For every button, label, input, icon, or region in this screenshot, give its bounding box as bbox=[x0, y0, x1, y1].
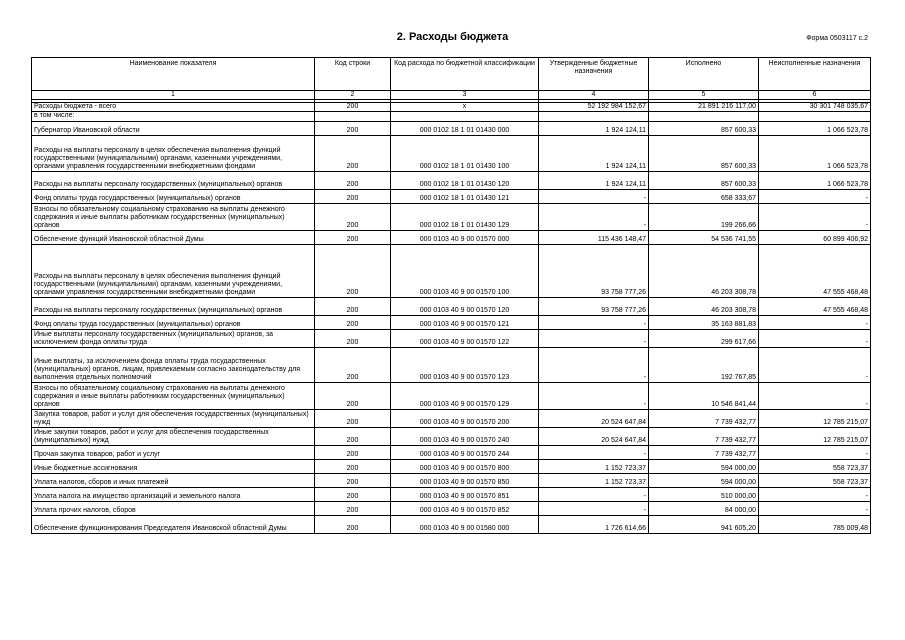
table-row bbox=[32, 298, 871, 316]
cell-unexecuted: 12 785 215,07 bbox=[759, 410, 871, 428]
cell-executed: 84 000,00 bbox=[649, 502, 759, 516]
cell-code: 000 0102 18 1 01 01430 100 bbox=[391, 136, 539, 172]
cell-unexecuted: 785 009,48 bbox=[759, 516, 871, 534]
cell-code: 000 0103 40 9 00 01570 121 bbox=[391, 316, 539, 330]
cell-code: 000 0103 40 9 00 01580 000 bbox=[391, 516, 539, 534]
cell-approved: - bbox=[539, 348, 649, 383]
header-cell: Утвержденные бюджетные назначения bbox=[539, 58, 649, 91]
cell-line: 200 bbox=[315, 516, 391, 534]
cell-line: 200 bbox=[315, 428, 391, 446]
cell-name: Прочая закупка товаров, работ и услуг bbox=[32, 446, 315, 460]
cell-approved: 1 924 124,11 bbox=[539, 122, 649, 136]
cell-code: 000 0103 40 9 00 01570 122 bbox=[391, 330, 539, 348]
total-executed: 21 891 216 117,00 bbox=[649, 103, 759, 112]
header-number: 2 bbox=[315, 91, 391, 100]
cell-name: Фонд оплаты труда государственных (муниципальных) органов bbox=[32, 316, 315, 330]
subtitle-row bbox=[32, 112, 871, 122]
cell-approved: 1 924 124,11 bbox=[539, 172, 649, 190]
cell-code: 000 0103 40 9 00 01570 850 bbox=[391, 474, 539, 488]
table-row bbox=[32, 446, 871, 460]
cell-line: 200 bbox=[315, 231, 391, 245]
table-row bbox=[32, 330, 871, 348]
cell-line: 200 bbox=[315, 488, 391, 502]
cell-name: Закупка товаров, работ и услуг для обеспечения государственных (муниципальных) нужд bbox=[32, 410, 315, 428]
table-row bbox=[32, 488, 871, 502]
cell-approved: 1 924 124,11 bbox=[539, 136, 649, 172]
cell-approved: - bbox=[539, 383, 649, 410]
cell-code: 000 0102 18 1 01 01430 000 bbox=[391, 122, 539, 136]
cell-executed: 299 617,66 bbox=[649, 330, 759, 348]
cell-executed: 594 000,00 bbox=[649, 460, 759, 474]
cell-code: 000 0102 18 1 01 01430 121 bbox=[391, 190, 539, 204]
table-row bbox=[32, 474, 871, 488]
expenses-table bbox=[31, 57, 871, 534]
table-row bbox=[32, 245, 871, 298]
header-row bbox=[32, 58, 871, 91]
cell-executed: 46 203 308,78 bbox=[649, 245, 759, 298]
cell-name: Расходы на выплаты персоналу в целях обеспечения выполнения функций государственными (муниципальными) органами, казенными учреждениями, органами управления государственными внебюджетными фондами bbox=[32, 245, 315, 298]
cell-executed: 199 266,66 bbox=[649, 204, 759, 231]
header-cell: Код строки bbox=[315, 58, 391, 91]
table-row bbox=[32, 516, 871, 534]
form-label: Форма 0503117 с.2 bbox=[806, 35, 868, 42]
table-row bbox=[32, 348, 871, 383]
table-row bbox=[32, 383, 871, 410]
cell-name: Обеспечение функций Ивановской областной Думы bbox=[32, 231, 315, 245]
cell-executed: 7 739 432,77 bbox=[649, 410, 759, 428]
cell-name: Губернатор Ивановской области bbox=[32, 122, 315, 136]
cell-approved: - bbox=[539, 190, 649, 204]
cell-unexecuted: - bbox=[759, 446, 871, 460]
header-numbers-row bbox=[32, 91, 871, 100]
cell-code: 000 0103 40 9 00 01570 120 bbox=[391, 298, 539, 316]
table-row bbox=[32, 502, 871, 516]
cell-approved: - bbox=[539, 316, 649, 330]
cell-approved: 93 758 777,26 bbox=[539, 245, 649, 298]
header-number: 6 bbox=[759, 91, 871, 100]
cell-unexecuted: 47 555 468,48 bbox=[759, 298, 871, 316]
cell-code: 000 0103 40 9 00 01570 240 bbox=[391, 428, 539, 446]
cell-approved: - bbox=[539, 204, 649, 231]
table-row bbox=[32, 231, 871, 245]
cell-executed: 857 600,33 bbox=[649, 136, 759, 172]
cell-unexecuted: - bbox=[759, 488, 871, 502]
total-line: 200 bbox=[315, 103, 391, 112]
cell-name: Уплата прочих налогов, сборов bbox=[32, 502, 315, 516]
cell-unexecuted: 12 785 215,07 bbox=[759, 428, 871, 446]
cell-unexecuted: 1 066 523,78 bbox=[759, 172, 871, 190]
cell-line: 200 bbox=[315, 122, 391, 136]
cell-code: 000 0102 18 1 01 01430 129 bbox=[391, 204, 539, 231]
cell-code: 000 0102 18 1 01 01430 120 bbox=[391, 172, 539, 190]
table-row bbox=[32, 204, 871, 231]
cell-name: Иные закупки товаров, работ и услуг для обеспечения государственных (муниципальных) нужд bbox=[32, 428, 315, 446]
cell-unexecuted: - bbox=[759, 330, 871, 348]
table-row bbox=[32, 122, 871, 136]
cell-line: 200 bbox=[315, 172, 391, 190]
cell-unexecuted: - bbox=[759, 502, 871, 516]
header-cell: Исполнено bbox=[649, 58, 759, 91]
cell-unexecuted: - bbox=[759, 316, 871, 330]
header-number: 3 bbox=[391, 91, 539, 100]
cell-executed: 46 203 308,78 bbox=[649, 298, 759, 316]
cell-line: 200 bbox=[315, 348, 391, 383]
table-row bbox=[32, 136, 871, 172]
cell-unexecuted: - bbox=[759, 383, 871, 410]
cell-approved: - bbox=[539, 502, 649, 516]
table-row bbox=[32, 460, 871, 474]
total-name: Расходы бюджета - всего bbox=[32, 103, 315, 112]
cell-code: 000 0103 40 9 00 01570 129 bbox=[391, 383, 539, 410]
cell-unexecuted: - bbox=[759, 204, 871, 231]
cell-approved: - bbox=[539, 488, 649, 502]
cell-unexecuted: 47 555 468,48 bbox=[759, 245, 871, 298]
cell-line: 200 bbox=[315, 474, 391, 488]
header-number: 4 bbox=[539, 91, 649, 100]
cell-unexecuted: 60 899 406,92 bbox=[759, 231, 871, 245]
cell-name: Взносы по обязательному социальному страхованию на выплаты денежного содержания и иные выплаты работникам государственных (муниципальных) органов bbox=[32, 204, 315, 231]
cell-unexecuted: - bbox=[759, 348, 871, 383]
cell-unexecuted: 1 066 523,78 bbox=[759, 136, 871, 172]
cell-approved: 20 524 647,84 bbox=[539, 410, 649, 428]
cell-approved: - bbox=[539, 330, 649, 348]
cell-name: Расходы на выплаты персоналу в целях обеспечения выполнения функций государственными (муниципальными) органами, казенными учреждениями, органами управления государственными внебюджетными фондами bbox=[32, 136, 315, 172]
subtitle: в том числе: bbox=[32, 112, 315, 122]
cell-executed: 658 333,67 bbox=[649, 190, 759, 204]
cell-line: 200 bbox=[315, 316, 391, 330]
cell-line: 200 bbox=[315, 446, 391, 460]
cell-name: Иные бюджетные ассигнования bbox=[32, 460, 315, 474]
cell-approved: 20 524 647,84 bbox=[539, 428, 649, 446]
cell-approved: 115 436 148,47 bbox=[539, 231, 649, 245]
table-row bbox=[32, 172, 871, 190]
cell-line: 200 bbox=[315, 383, 391, 410]
cell-code: 000 0103 40 9 00 01570 200 bbox=[391, 410, 539, 428]
cell-line: 200 bbox=[315, 460, 391, 474]
header-cell: Код расхода по бюджетной классификации bbox=[391, 58, 539, 91]
cell-code: 000 0103 40 9 00 01570 800 bbox=[391, 460, 539, 474]
cell-line: 200 bbox=[315, 245, 391, 298]
cell-unexecuted: 558 723,37 bbox=[759, 474, 871, 488]
cell-approved: - bbox=[539, 446, 649, 460]
table-row bbox=[32, 316, 871, 330]
cell-code: 000 0103 40 9 00 01570 100 bbox=[391, 245, 539, 298]
table-row bbox=[32, 190, 871, 204]
cell-line: 200 bbox=[315, 190, 391, 204]
total-unexecuted: 30 301 748 035,67 bbox=[759, 103, 871, 112]
cell-name: Фонд оплаты труда государственных (муниципальных) органов bbox=[32, 190, 315, 204]
cell-executed: 857 600,33 bbox=[649, 122, 759, 136]
header-cell: Наименование показателя bbox=[32, 58, 315, 91]
cell-executed: 7 739 432,77 bbox=[649, 428, 759, 446]
cell-code: 000 0103 40 9 00 01570 852 bbox=[391, 502, 539, 516]
table-row bbox=[32, 428, 871, 446]
table-row bbox=[32, 410, 871, 428]
cell-line: 200 bbox=[315, 204, 391, 231]
cell-line: 200 bbox=[315, 502, 391, 516]
cell-name: Взносы по обязательному социальному страхованию на выплаты денежного содержания и иные выплаты работникам государственных (муниципальных) органов bbox=[32, 383, 315, 410]
total-approved: 52 192 984 152,67 bbox=[539, 103, 649, 112]
cell-name: Расходы на выплаты персоналу государственных (муниципальных) органов bbox=[32, 298, 315, 316]
cell-line: 200 bbox=[315, 410, 391, 428]
cell-executed: 857 600,33 bbox=[649, 172, 759, 190]
cell-approved: 1 726 614,66 bbox=[539, 516, 649, 534]
cell-name: Уплата налога на имущество организаций и земельного налога bbox=[32, 488, 315, 502]
cell-approved: 1 152 723,37 bbox=[539, 474, 649, 488]
cell-approved: 93 758 777,26 bbox=[539, 298, 649, 316]
cell-line: 200 bbox=[315, 298, 391, 316]
cell-executed: 192 767,85 bbox=[649, 348, 759, 383]
cell-unexecuted: 558 723,37 bbox=[759, 460, 871, 474]
cell-executed: 10 546 841,44 bbox=[649, 383, 759, 410]
cell-name: Иные выплаты, за исключением фонда оплаты труда государственных (муниципальных) органов, лицам, привлекаемым согласно законодательству для выполнения отдельных полномочий bbox=[32, 348, 315, 383]
cell-approved: 1 152 723,37 bbox=[539, 460, 649, 474]
cell-name: Иные выплаты персоналу государственных (муниципальных) органов, за исключением фонда оплаты труда bbox=[32, 330, 315, 348]
page-title: 2. Расходы бюджета bbox=[396, 31, 509, 43]
cell-line: 200 bbox=[315, 136, 391, 172]
cell-executed: 35 163 881,83 bbox=[649, 316, 759, 330]
cell-name: Уплата налогов, сборов и иных платежей bbox=[32, 474, 315, 488]
cell-unexecuted: 1 066 523,78 bbox=[759, 122, 871, 136]
cell-name: Обеспечение функционирования Председателя Ивановской областной Думы bbox=[32, 516, 315, 534]
header-cell: Неисполненные назначения bbox=[759, 58, 871, 91]
cell-executed: 941 605,20 bbox=[649, 516, 759, 534]
cell-unexecuted: - bbox=[759, 190, 871, 204]
cell-code: 000 0103 40 9 00 01570 851 bbox=[391, 488, 539, 502]
cell-executed: 510 000,00 bbox=[649, 488, 759, 502]
cell-code: 000 0103 40 9 00 01570 000 bbox=[391, 231, 539, 245]
cell-executed: 594 000,00 bbox=[649, 474, 759, 488]
cell-code: 000 0103 40 9 00 01570 123 bbox=[391, 348, 539, 383]
cell-line: 200 bbox=[315, 330, 391, 348]
header-number: 1 bbox=[32, 91, 315, 100]
header-number: 5 bbox=[649, 91, 759, 100]
cell-executed: 7 739 432,77 bbox=[649, 446, 759, 460]
cell-executed: 54 536 741,55 bbox=[649, 231, 759, 245]
total-code: x bbox=[391, 103, 539, 112]
cell-name: Расходы на выплаты персоналу государственных (муниципальных) органов bbox=[32, 172, 315, 190]
total-row bbox=[32, 103, 871, 112]
cell-code: 000 0103 40 9 00 01570 244 bbox=[391, 446, 539, 460]
